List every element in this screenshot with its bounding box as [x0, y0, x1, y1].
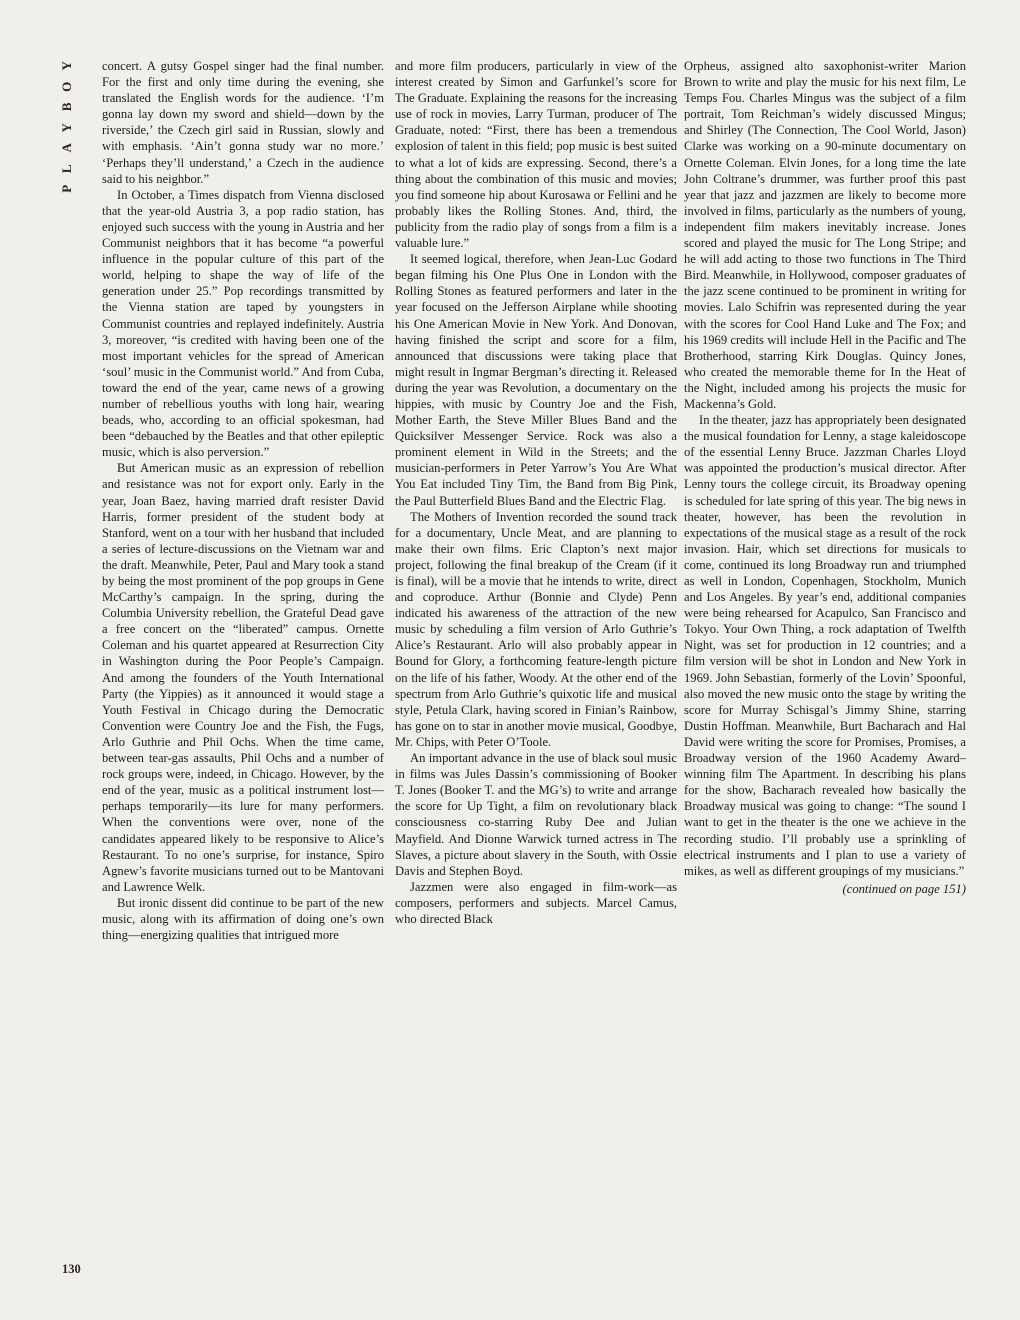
paragraph: concert. A gutsy Gospel singer had the final number. For the first and only time during the evening, she translated the English words for the audience. ‘I’m gonna lay down my sword and shield—down by the riverside,’ the Czech girl said in Russian, slowly and with emphasis. ‘Ain’t gonna study war no more.’ ‘Perhaps they’ll understand,’ a Czech in the audience said to his neighbor.”	[102, 59, 384, 186]
article-column-1	[102, 58, 384, 943]
paragraph: In October, a Times dispatch from Vienna disclosed that the year-old Austria 3, a pop radio station, has enjoyed such success with the young in Austria and her Communist neighbors that it has become “a powerful influence in the popular culture of this part of the world, helping to shape the way of life of the generation under 25.” Pop recordings transmitted by the Vienna station are taped by youngsters in Communist countries and replayed indefinitely. Austria 3, moreover, “is credited with having been one of the most important vehicles for the spread of American ‘soul’ music in the Communist world.” And from Cuba, toward the end of the year, came news of a growing number of rebellious youths with long hair, wearing beads, who, according to an official spokesman, had been “debauched by the Beatles and that other epileptic music, which is also perversion.”	[102, 187, 384, 460]
paragraph: The Mothers of Invention recorded the sound track for a documentary, Uncle Meat, and are planning to make their own films. Eric Clapton’s next major project, following the final breakup of the Cream (if it is final), will be a movie that he intends to write, direct and coproduce. Arthur (Bonnie and Clyde) Penn indicated his awareness of the attraction of the new music by scheduling a film version of Arlo Guthrie’s Alice’s Restaurant. Arlo will also probably appear in Bound for Glory, a forthcoming feature-length picture on the life of his father, Woody. At the other end of the spectrum from Arlo Guthrie’s quixotic life and musical style, Petula Clark, having scored in Finian’s Rainbow, has gone on to star in another movie musical, Goodbye, Mr. Chips, with Peter O’Toole.	[395, 509, 677, 749]
paragraph: But American music as an expression of rebellion and resistance was not for export only. Early in the year, Joan Baez, having married draft resister David Harris, former president of the student body at Stanford, went on a tour with her husband that included a series of lecture-discussions on the Vietnam war and the draft. Meanwhile, Peter, Paul and Mary took a stand by being the most prominent of the pop groups in Gene McCarthy’s campaign. In the spring, during the Columbia University rebellion, the Grateful Dead gave a free concert on the “liberated” campus. Ornette Coleman and his quartet appeared at Resurrection City in Washington during the Poor People’s Campaign. And among the founders of the Youth International Party (the Yippies) as it announced it would stage a Youth Festival in Chicago during the Democratic Convention were Country Joe and the Fish, the Fugs, Arlo Guthrie and Phil Ochs. When the time came, between tear-gas assaults, Phil Ochs and a number of rock groups were, indeed, in Chicago. However, by the end of the year, music as a political instrument lost—perhaps temporarily—its lure for many performers. When the conventions were over, none of the candidates appeared likely to be responsive to Alice’s Restaurant. To no one’s surprise, for instance, Spiro Agnew’s favorite musicians turned out to be Mantovani and Lawrence Welk.	[102, 461, 384, 894]
paragraph: An important advance in the use of black soul music in films was Jules Dassin’s commissioning of Booker T. Jones (Booker T. and the MG’s) to write and arrange the score for Up Tight, a film on revolutionary black consciousness co-starring Ruby Dee and Julian Mayfield. And Dionne Warwick turned actress in The Slaves, a picture about slavery in the South, with Ossie Davis and Stephen Boyd.	[395, 751, 677, 878]
masthead: Y O B Y A L P	[58, 60, 74, 193]
paragraph: Orpheus, assigned alto saxophonist-writer Marion Brown to write and play the music for his next film, Le Temps Fou. Charles Mingus was the subject of a film portrait, Tom Reichman’s widely discussed Mingus; and Shirley (The Connection, The Cool World, Jason) Clarke was working on a 90-minute documentary on Ornette Coleman. Elvin Jones, for a long time the late John Coltrane’s drummer, was further proof this past year that jazz and jazzmen are likely to become more involved in films, particularly as the numbers of young, independent film makers inevitably increase. Jones scored and played the music for The Long Stripe; and he will add acting to those two functions in The Third Bird. Meanwhile, in Hollywood, composer graduates of the jazz scene continued to be prominent in writing for movies. Lalo Schifrin was represented during the year with the scores for Cool Hand Luke and The Fox; and his 1969 credits will include Hell in the Pacific and The Brotherhood, starring Kirk Douglas. Quincy Jones, who created the memorable theme for In the Heat of the Night, included among his projects the music for Mackenna’s Gold.	[684, 59, 966, 411]
paragraph: It seemed logical, therefore, when Jean-Luc Godard began filming his One Plus One in London with the Rolling Stones as featured performers and later in the year focused on the Jefferson Airplane while shooting his One American Movie in New York. And Donovan, having finished the script and score for a film, announced that discussions were taking place that might result in Ingmar Bergman’s directing it. Released during the year was Revolution, a documentary on the hippies, with music by Country Joe and the Fish, Mother Earth, the Steve Miller Blues Band and the Quicksilver Messenger Service. Rock was also a prominent element in Wild in the Streets; and the musician-performers in Peter Yarrow’s You Are What You Eat included Tiny Tim, the Band from Big Pink, the Paul Butterfield Blues Band and the Electric Flag.	[395, 252, 677, 508]
paragraph: Jazzmen were also engaged in film-work—as composers, performers and subjects. Marcel Camus, who directed Black	[395, 879, 677, 926]
article-column-3	[684, 58, 966, 897]
continued-note: (continued on page 151)	[842, 881, 966, 896]
paragraph: In the theater, jazz has appropriately been designated the musical foundation for Lenny, a stage kaleidoscope of the essential Lenny Bruce. Jazzman Charles Lloyd was appointed the production’s musical director. After Lenny tours the college circuit, its Broadway opening is scheduled for late spring of this year. The big news in theater, however, has been the revolution in expectations of the musical stage as a result of the rock invasion. Hair, which set directions for musicals to come, continued its long Broadway run and triumphed as well in London, Copenhagen, Stockholm, Munich and Los Angeles. By year’s end, additional companies were being rehearsed for Acapulco, San Francisco and Tokyo. Your Own Thing, a rock adaptation of Twelfth Night, was set for production in 12 countries; and a film version will be shot in London and New York in 1969. John Sebastian, formerly of the Lovin’ Spoonful, also moved the new music onto the stage by writing the score for Murray Schisgal’s Jimmy Shine, starring Dustin Hoffman. Meanwhile, Burt Bacharach and Hal David were writing the score for Promises, Promises, a Broadway version of the 1960 Academy Award–winning film The Apartment. In describing his plans for the show, Bacharach revealed how basically the Broadway musical was going to change: “The sound I want to get in the theater is the one we achieve in the recording studio. I’ll probably use a sprinkling of electrical instruments and I plan to use a variety of mikes, as well as different groupings of my musicians.”	[684, 413, 966, 878]
paragraph: But ironic dissent did continue to be part of the new music, along with its affirmation of doing one’s own thing—energizing qualities that intrigued more	[102, 895, 384, 943]
paragraph: and more film producers, particularly in view of the interest created by Simon and Garfunkel’s score for The Graduate. Explaining the reasons for the increasing use of rock in movies, Larry Turman, producer of The Graduate, noted: “First, there has been a tremendous explosion of talent in this field; pop music is best suited to what a lot of kids are expressing. Second, there’s a thing about the combination of this music and movies; you find someone hip about Kurosawa or Fellini and he probably likes the Rolling Stones. And, third, the publicity from the radio play of songs from a film is a valuable lure.”	[395, 59, 677, 251]
article-column-2	[395, 58, 677, 927]
page-number: 130	[62, 1262, 81, 1276]
